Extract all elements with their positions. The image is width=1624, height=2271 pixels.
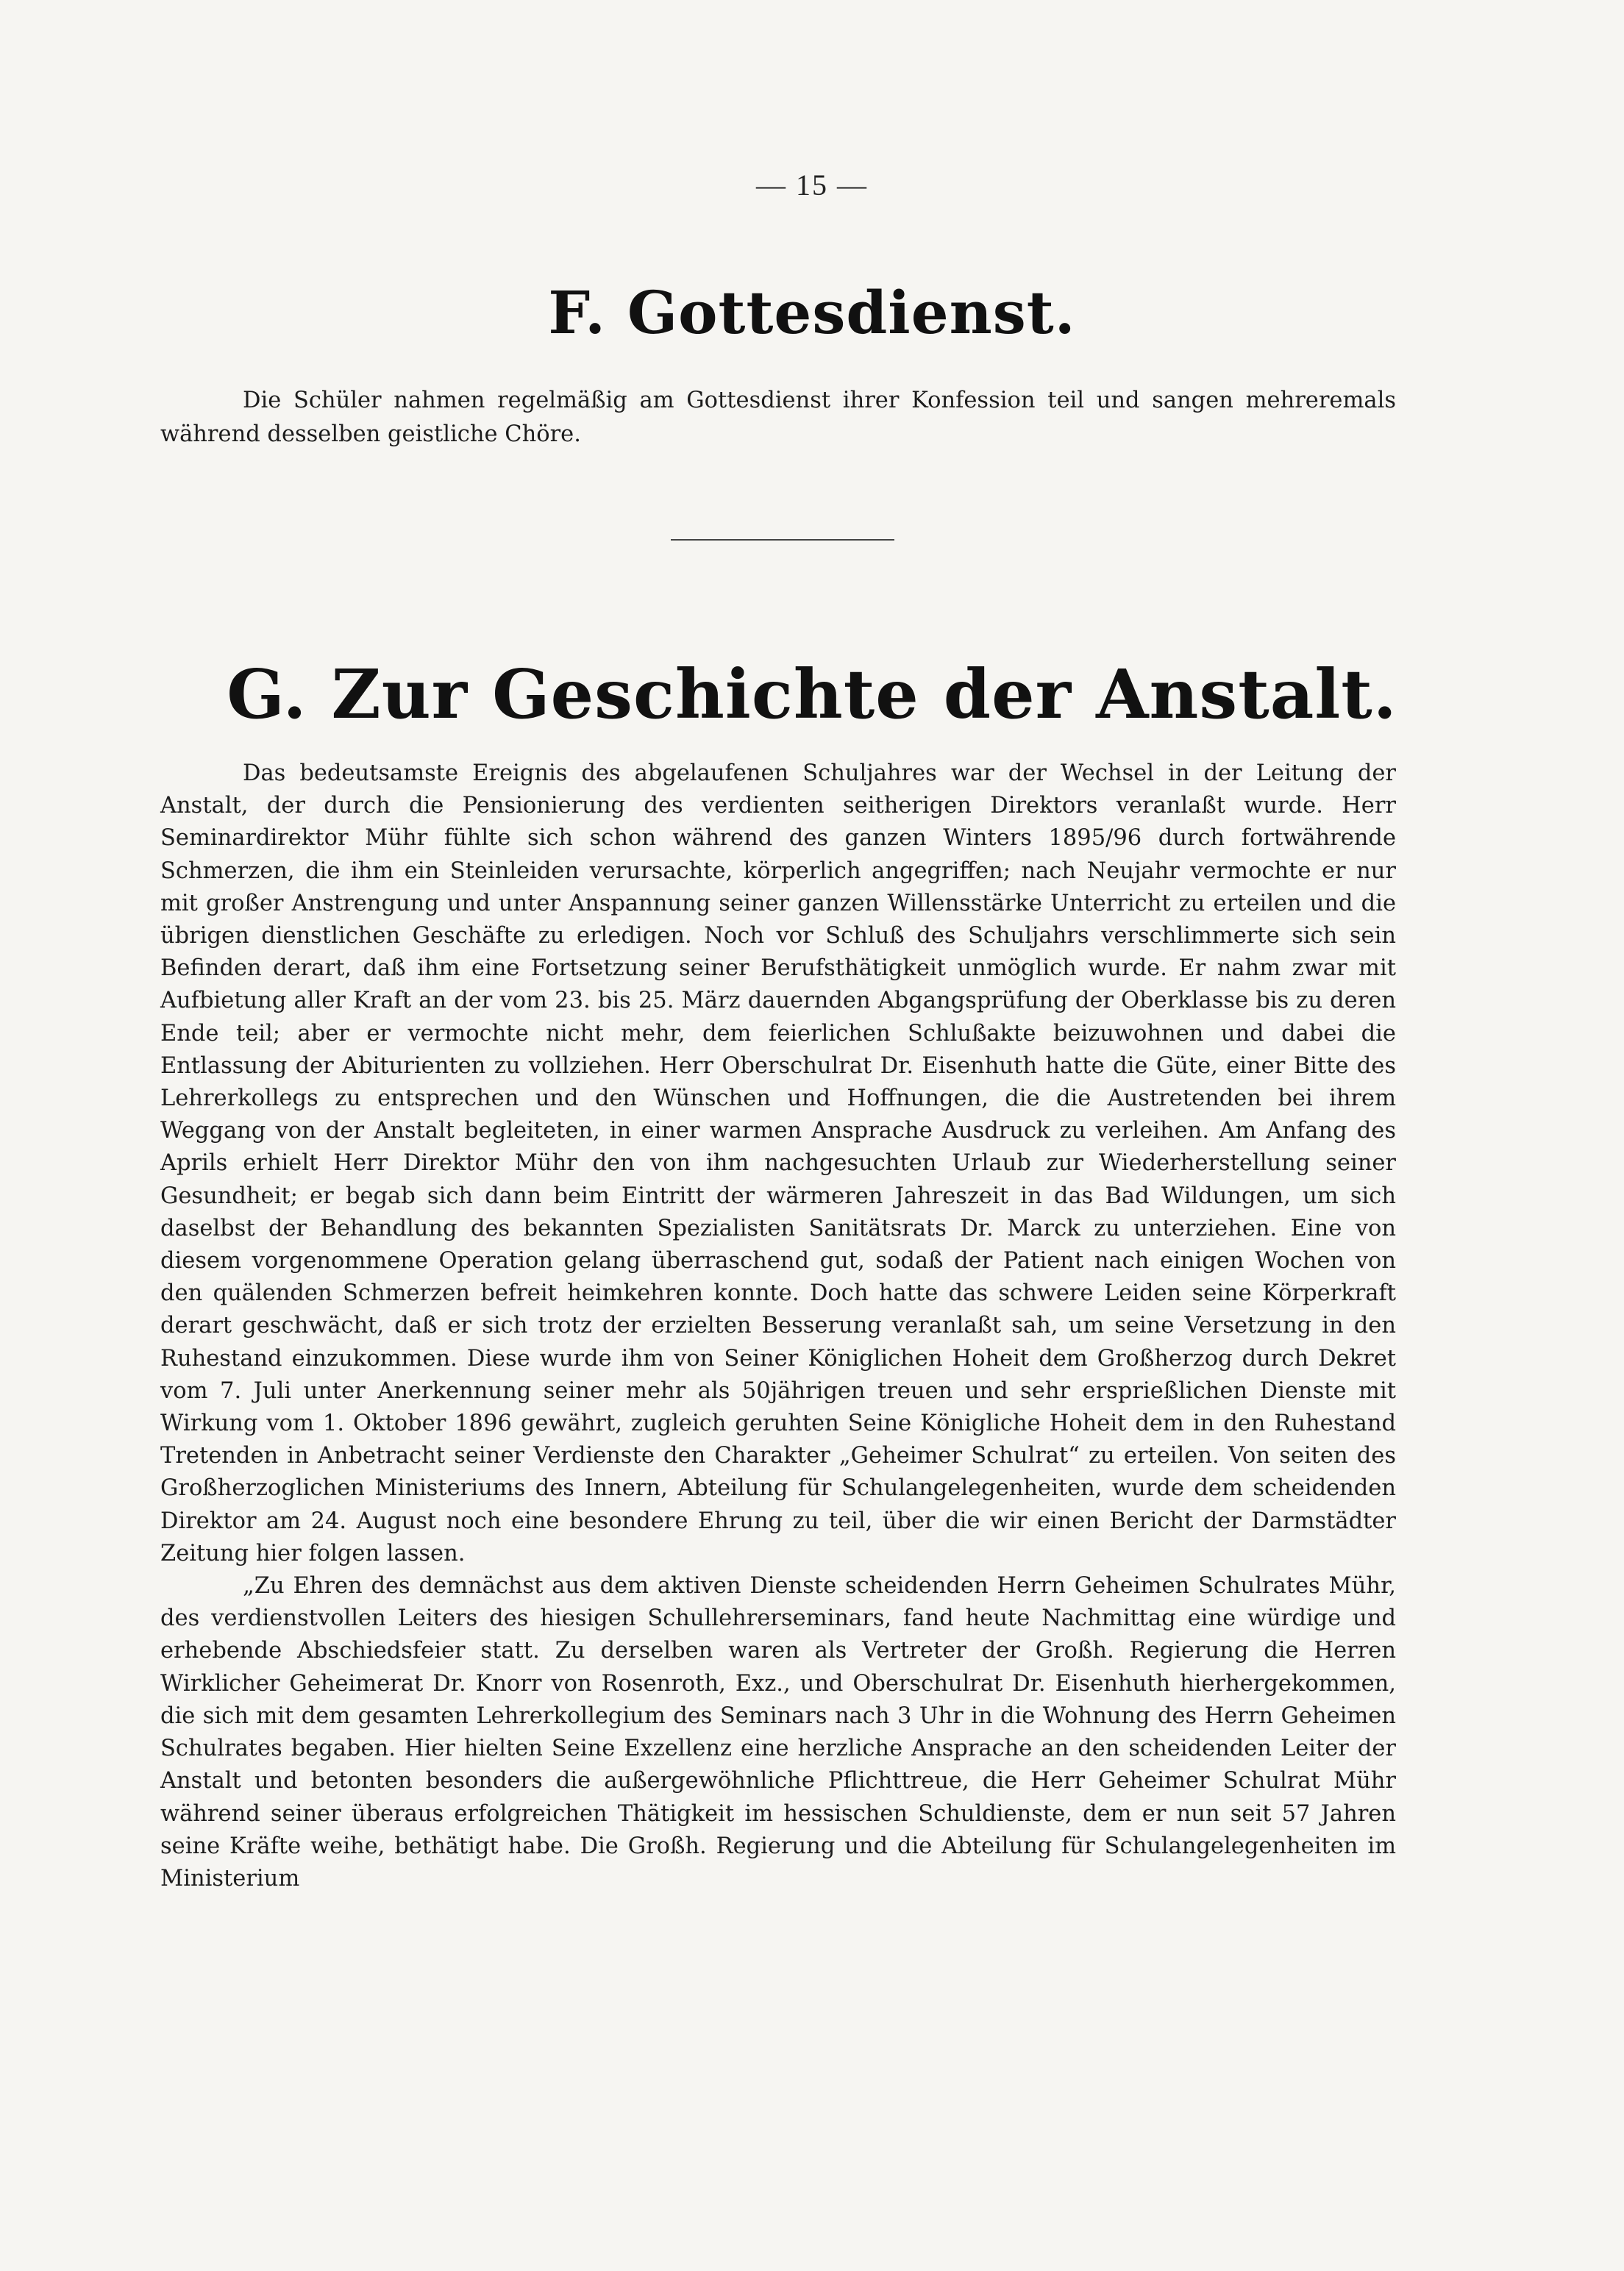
section-body-geschichte bbox=[160, 757, 1396, 1895]
section-divider bbox=[671, 539, 894, 541]
page-number: — 15 — bbox=[756, 168, 868, 202]
section-heading-geschichte: G. Zur Geschichte der Anstalt. bbox=[227, 655, 1397, 734]
paragraph: „Zu Ehren des demnächst aus dem aktiven Dienste scheidenden Herrn Geheimen Schulrates Mühr, des verdienstvollen Leiters des hiesigen Schullehrerseminars, fand heute Nachmittag eine würdige und erhebende Abschiedsfeier statt. Zu derselben waren als Vertreter der Großh. Regierung die Herren Wirklicher Geheimerat Dr. Knorr von Rosenroth, Exz., und Oberschulrat Dr. Eisenhuth hierhergekommen, die sich mit dem gesamten Lehrerkollegium des Seminars nach 3 Uhr in die Wohnung des Herrn Geheimen Schulrates begaben. Hier hielten Seine Exzellenz eine herzliche Ansprache an den scheidenden Leiter der Anstalt und betonten besonders die außergewöhnliche Pflichttreue, die Herr Geheimer Schulrat Mühr während seiner überaus erfolgreichen Thätigkeit im hessischen Schuldienste, dem er nun seit 57 Jahren seine Kräfte weihe, bethätigt habe. Die Großh. Regierung und die Abteilung für Schulangelegenheiten im Ministerium bbox=[160, 1573, 1396, 1892]
section-heading-gottesdienst: F. Gottesdienst. bbox=[548, 278, 1076, 347]
section-body-gottesdienst bbox=[160, 384, 1396, 452]
paragraph: Die Schüler nahmen regelmäßig am Gottesdienst ihrer Konfession teil und sangen mehreremals während desselben geistliche Chöre. bbox=[160, 388, 1396, 447]
paragraph: Das bedeutsamste Ereignis des abgelaufenen Schuljahres war der Wechsel in der Leitung der Anstalt, der durch die Pensionierung des verdienten seitherigen Direktors veranlaßt wurde. Herr Seminardirektor Mühr fühlte sich schon während des ganzen Winters 1895/96 durch fortwährende Schmerzen, die ihm ein Steinleiden verursachte, körperlich angegriffen; nach Neujahr vermochte er nur mit großer Anstrengung und unter Anspannung seiner ganzen Willensstärke Unterricht zu erteilen und die übrigen dienstlichen Geschäfte zu erledigen. Noch vor Schluß des Schuljahrs verschlimmerte sich sein Befinden derart, daß ihm eine Fortsetzung seiner Berufsthätigkeit unmöglich wurde. Er nahm zwar mit Aufbietung aller Kraft an der vom 23. bis 25. März dauernden Abgangsprüfung der Oberklasse bis zu deren Ende teil; aber er vermochte nicht mehr, dem feierlichen Schlußakte beizuwohnen und dabei die Entlassung der Abiturienten zu vollziehen. Herr Oberschulrat Dr. Eisenhuth hatte die Güte, einer Bitte des Lehrerkollegs zu entsprechen und den Wünschen und Hoffnungen, die die Austretenden bei ihrem Weggang von der Anstalt begleiteten, in einer warmen Ansprache Ausdruck zu verleihen. Am Anfang des Aprils erhielt Herr Direktor Mühr den von ihm nachgesuchten Urlaub zur Wiederherstellung seiner Gesundheit; er begab sich dann beim Eintritt der wärmeren Jahreszeit in das Bad Wildungen, um sich daselbst der Behandlung des bekannten Spezialisten Sanitätsrats Dr. Marck zu unterziehen. Eine von diesem vorgenommene Operation gelang überraschend gut, sodaß der Patient nach einigen Wochen von den quälenden Schmerzen befreit heimkehren konnte. Doch hatte das schwere Leiden seine Körperkraft derart geschwächt, daß er sich trotz der erzielten Besserung veranlaßt sah, um seine Versetzung in den Ruhestand einzukommen. Diese wurde ihm von Seiner Königlichen Hoheit dem Großherzog durch Dekret vom 7. Juli unter Anerkennung seiner mehr als 50jährigen treuen und sehr ersprießlichen Dienste mit Wirkung vom 1. Oktober 1896 gewährt, zugleich geruhten Seine Königliche Hoheit dem in den Ruhestand Tretenden in Anbetracht seiner Verdienste den Charakter „Geheimer Schulrat“ zu erteilen. Von seiten des Großherzoglichen Ministeriums des Innern, Abteilung für Schulangelegenheiten, wurde dem scheidenden Direktor am 24. August noch eine besondere Ehrung zu teil, über die wir einen Bericht der Darmstädter Zeitung hier folgen lassen. bbox=[160, 760, 1396, 1566]
